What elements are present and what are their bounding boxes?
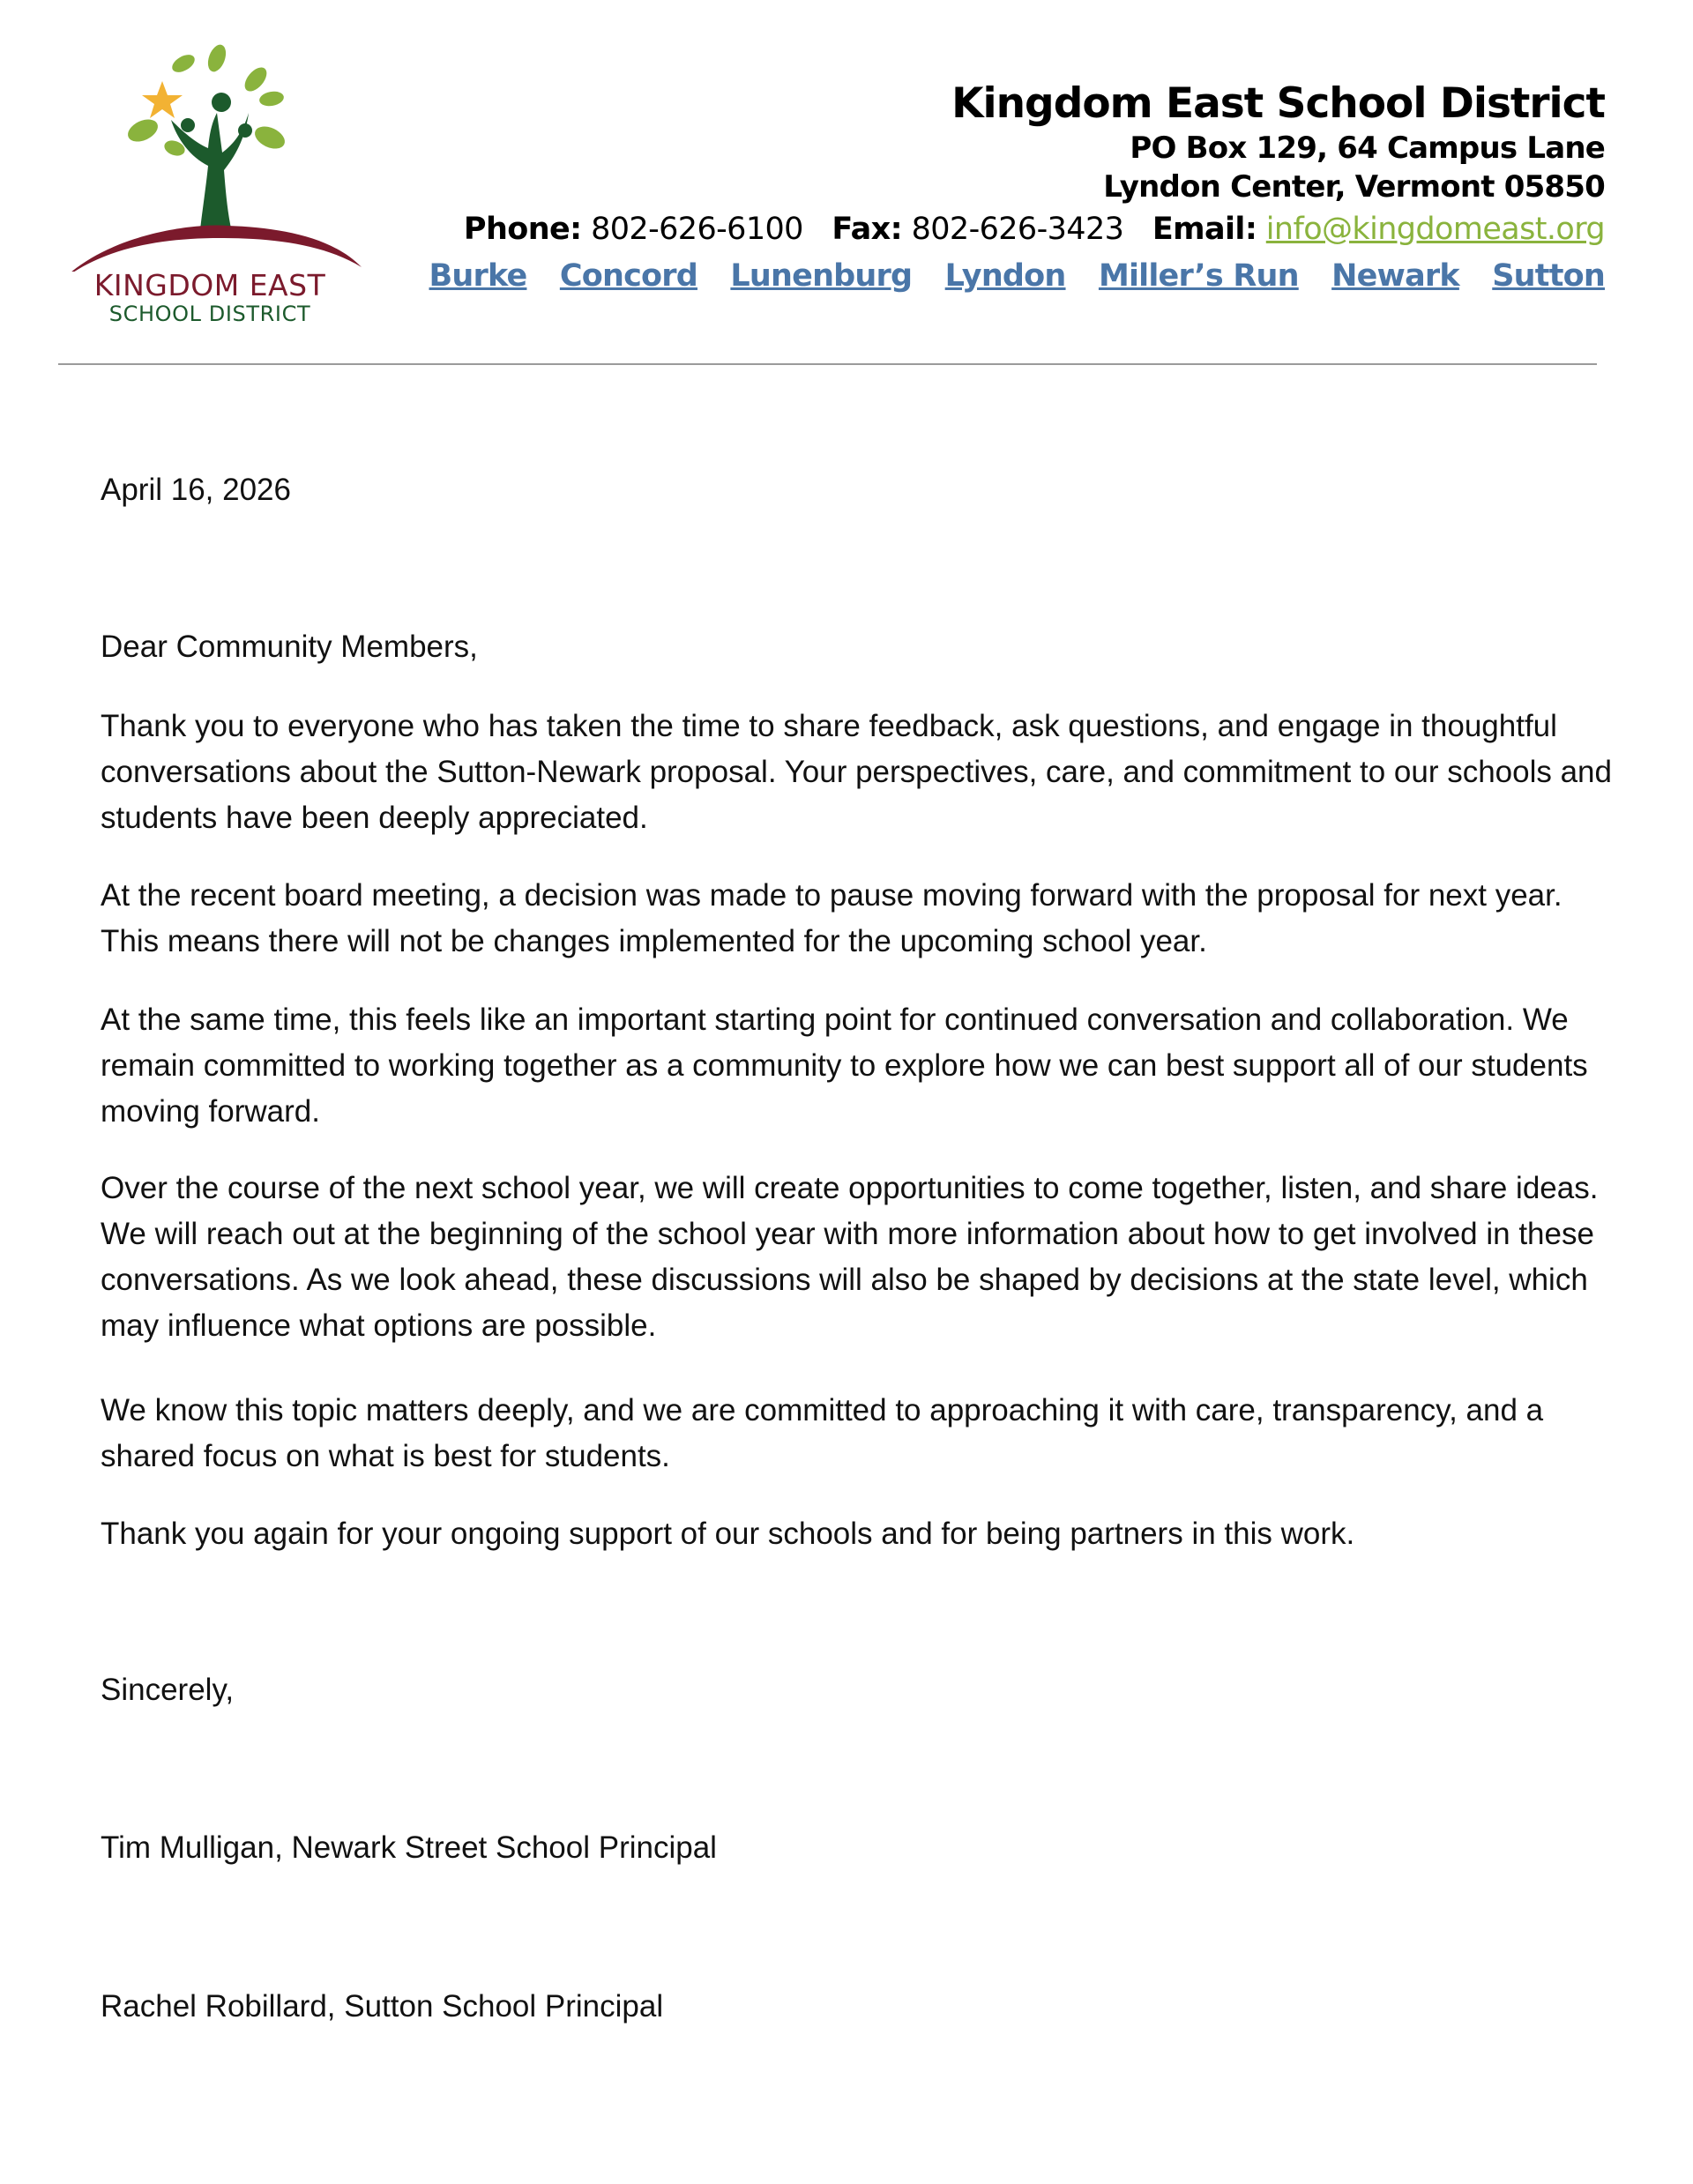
- contact-line: [464, 212, 1605, 247]
- header-divider: [58, 363, 1597, 365]
- email-link[interactable]: info@kingdomeast.org: [1265, 212, 1605, 247]
- closing: Sincerely,: [101, 1673, 235, 1707]
- fax-number: 802-626-3423: [911, 212, 1124, 247]
- paragraph: Over the course of the next school year, we will create opportunities to come together, listen, and share ideas. We will reach out at the beginning of the school year with more information about how to get involved in these conversations. As we look ahead, these discussions will also be shaped by decisions at the state level, which may influence what options are possible.: [101, 1171, 1599, 1343]
- letterhead: [951, 79, 1605, 206]
- email-label: Email:: [1152, 212, 1257, 247]
- school-link-burke[interactable]: Burke: [429, 258, 527, 294]
- district-logo: [58, 42, 362, 329]
- phone-label: Phone:: [463, 212, 582, 247]
- school-link-millers-run[interactable]: Miller’s Run: [1098, 258, 1299, 294]
- school-link-lunenburg[interactable]: Lunenburg: [730, 258, 913, 294]
- paragraph: At the same time, this feels like an important starting point for continued conversation and collaboration. We remain committed to working together as a community to explore how we can best support all of our students moving forward.: [101, 1003, 1588, 1129]
- letter-date: April 16, 2026: [101, 473, 291, 507]
- salutation: Dear Community Members,: [101, 630, 478, 664]
- paragraph: Thank you to everyone who has taken the time to share feedback, ask questions, and engage in thoughtful conversations about the Sutton-Newark proposal. Your perspectives, care, and commitment to our schools and students have been deeply appreciated.: [101, 709, 1612, 835]
- paragraph: Thank you again for your ongoing support of our schools and for being partners in this work.: [101, 1517, 1355, 1551]
- phone-number: 802-626-6100: [591, 212, 803, 247]
- logo-subtitle: SCHOOL DISTRICT: [108, 302, 311, 326]
- logo-name: KINGDOM EAST: [93, 268, 326, 302]
- district-name: Kingdom East School District: [951, 79, 1605, 128]
- address-line-2: Lyndon Center, Vermont 05850: [1103, 169, 1605, 205]
- school-link-lyndon[interactable]: Lyndon: [944, 258, 1066, 294]
- paragraph: We know this topic matters deeply, and we are committed to approaching it with care, transparency, and a shared focus on what is best for students.: [101, 1393, 1544, 1473]
- school-link-sutton[interactable]: Sutton: [1492, 258, 1605, 294]
- star-icon: [142, 81, 183, 118]
- signature-rachel-robillard: Rachel Robillard, Sutton School Principal: [101, 1989, 664, 2024]
- school-link-concord[interactable]: Concord: [559, 258, 697, 294]
- signature-tim-mulligan: Tim Mulligan, Newark Street School Principal: [101, 1830, 717, 1865]
- fax-label: Fax:: [832, 212, 903, 247]
- tree-logo-icon: [58, 42, 362, 272]
- school-link-newark[interactable]: Newark: [1331, 258, 1459, 294]
- school-links: [429, 258, 1605, 294]
- paragraph: At the recent board meeting, a decision was made to pause moving forward with the proposal for next year. This means there will not be changes implemented for the upcoming school year.: [101, 878, 1562, 958]
- address-line-1: PO Box 129, 64 Campus Lane: [1130, 130, 1605, 166]
